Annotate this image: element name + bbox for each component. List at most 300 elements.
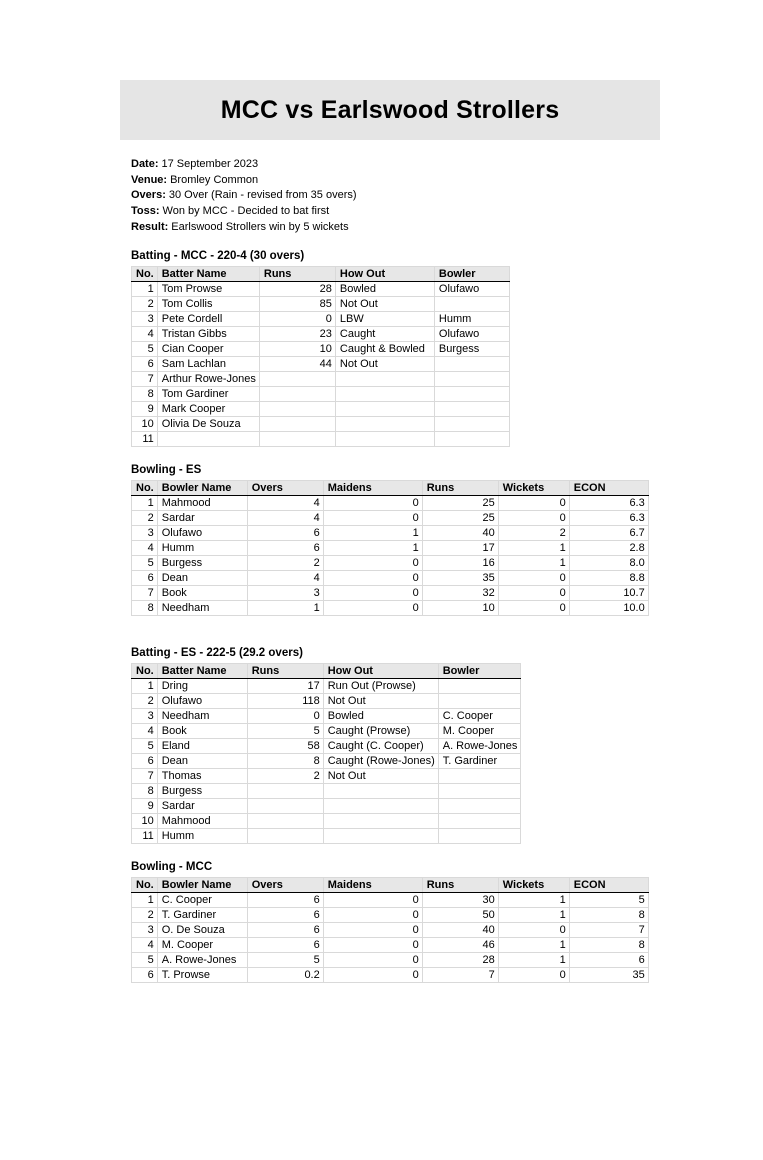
cell: 1 (498, 952, 569, 967)
cell: 23 (259, 326, 335, 341)
cell: 85 (259, 296, 335, 311)
cell: 1 (498, 907, 569, 922)
cell: 6 (247, 540, 323, 555)
table-row (132, 783, 521, 798)
cell: 0 (498, 495, 569, 510)
cell: 3 (247, 585, 323, 600)
cell: Mark Cooper (157, 401, 259, 416)
cell (438, 828, 521, 843)
cell: 0 (498, 600, 569, 615)
cell: Not Out (335, 296, 434, 311)
meta-venue (131, 173, 763, 189)
cell: 10 (132, 416, 158, 431)
table-row (132, 281, 510, 296)
cell: 6.3 (569, 510, 648, 525)
cell: 3 (132, 708, 158, 723)
cell: 0 (498, 585, 569, 600)
cell: Thomas (157, 768, 247, 783)
column-header-runs: Runs (247, 663, 323, 678)
cell: 3 (132, 922, 158, 937)
cell: 5 (132, 341, 158, 356)
cell: 0 (323, 510, 422, 525)
cell: 40 (422, 922, 498, 937)
cell: 1 (132, 678, 158, 693)
cell: 10 (132, 813, 158, 828)
cell: 8 (132, 783, 158, 798)
cell: 4 (247, 510, 323, 525)
bowling-mcc-table (131, 877, 649, 983)
cell (438, 813, 521, 828)
cell (335, 401, 434, 416)
cell: Caught (335, 326, 434, 341)
meta-venue-value: Bromley Common (170, 173, 259, 186)
cell: 8 (132, 386, 158, 401)
cell: 17 (422, 540, 498, 555)
table-row (132, 341, 510, 356)
bowling-es-section (131, 464, 763, 616)
table-row (132, 585, 649, 600)
cell: 1 (247, 600, 323, 615)
cell: 28 (259, 281, 335, 296)
cell: Bowled (323, 708, 438, 723)
cell: Caught (C. Cooper) (323, 738, 438, 753)
cell: Burgess (157, 555, 247, 570)
cell: 10.0 (569, 600, 648, 615)
cell: Olufawo (434, 326, 509, 341)
cell: 5 (247, 723, 323, 738)
cell: 0 (323, 585, 422, 600)
cell: 8 (132, 600, 158, 615)
cell (247, 783, 323, 798)
cell: Run Out (Prowse) (323, 678, 438, 693)
cell: C. Cooper (157, 892, 247, 907)
cell: 5 (132, 952, 158, 967)
cell: 6.3 (569, 495, 648, 510)
batting-es-table (131, 663, 521, 844)
cell: 8.0 (569, 555, 648, 570)
table-header-row (132, 663, 521, 678)
cell: 6 (247, 907, 323, 922)
cell: Caught (Rowe-Jones) (323, 753, 438, 768)
cell: 7 (132, 371, 158, 386)
table-row (132, 525, 649, 540)
cell: 16 (422, 555, 498, 570)
meta-date (131, 157, 763, 173)
column-header-wickets: Wickets (498, 877, 569, 892)
cell (323, 798, 438, 813)
cell: Needham (157, 600, 247, 615)
cell: 0.2 (247, 967, 323, 982)
cell: 118 (247, 693, 323, 708)
table-row (132, 922, 649, 937)
cell: Tom Gardiner (157, 386, 259, 401)
cell: T. Gardiner (438, 753, 521, 768)
table-row (132, 907, 649, 922)
column-header-no: No. (132, 266, 158, 281)
cell: 6 (247, 937, 323, 952)
table-row (132, 510, 649, 525)
cell: 46 (422, 937, 498, 952)
cell: Olufawo (434, 281, 509, 296)
cell: 1 (323, 525, 422, 540)
cell: Olufawo (157, 525, 247, 540)
meta-venue-label: Venue: (131, 173, 168, 186)
batting-mcc-section (131, 250, 763, 447)
cell (323, 783, 438, 798)
table-header-row (132, 480, 649, 495)
column-header-econ: ECON (569, 877, 648, 892)
cell: 11 (132, 828, 158, 843)
cell: Humm (157, 828, 247, 843)
cell (438, 693, 521, 708)
cell: 8 (247, 753, 323, 768)
cell: 17 (247, 678, 323, 693)
table-row (132, 401, 510, 416)
meta-toss-label: Toss: (131, 205, 160, 218)
table-row (132, 828, 521, 843)
column-header-overs: Overs (247, 877, 323, 892)
cell: Tristan Gibbs (157, 326, 259, 341)
cell: A. Rowe-Jones (157, 952, 247, 967)
cell: 0 (323, 495, 422, 510)
bowling-es-heading: Bowling - ES (131, 463, 202, 476)
column-header-runs: Runs (422, 877, 498, 892)
cell: 10 (259, 341, 335, 356)
cell: Tom Prowse (157, 281, 259, 296)
table-row (132, 738, 521, 753)
meta-result-label: Result: (131, 220, 169, 233)
cell: 50 (422, 907, 498, 922)
cell: 0 (498, 570, 569, 585)
cell (157, 431, 259, 446)
cell: Mahmood (157, 813, 247, 828)
cell (438, 768, 521, 783)
cell: Dring (157, 678, 247, 693)
cell: Mahmood (157, 495, 247, 510)
table-row (132, 708, 521, 723)
cell: 0 (323, 600, 422, 615)
cell: 2 (132, 693, 158, 708)
batting-es-section (131, 647, 763, 844)
cell: 32 (422, 585, 498, 600)
cell: 8 (569, 907, 648, 922)
cell: 25 (422, 495, 498, 510)
meta-date-label: Date: (131, 158, 159, 170)
column-header-bowler: Bowler (434, 266, 509, 281)
cell: 1 (132, 495, 158, 510)
cell (335, 416, 434, 431)
cell: 9 (132, 798, 158, 813)
cell (434, 371, 509, 386)
cell: 1 (323, 540, 422, 555)
column-header-econ: ECON (569, 480, 648, 495)
column-header-wickets: Wickets (498, 480, 569, 495)
title-band (120, 80, 660, 140)
cell (434, 386, 509, 401)
cell: Cian Cooper (157, 341, 259, 356)
cell: 0 (323, 570, 422, 585)
cell: Burgess (157, 783, 247, 798)
cell (323, 813, 438, 828)
column-header-maidens: Maidens (323, 877, 422, 892)
cell: C. Cooper (438, 708, 521, 723)
bowling-mcc-section (131, 861, 763, 983)
table-row (132, 540, 649, 555)
cell: Tom Collis (157, 296, 259, 311)
cell (259, 431, 335, 446)
cell: 28 (422, 952, 498, 967)
column-header-no: No. (132, 663, 158, 678)
cell: 2 (132, 296, 158, 311)
cell: 1 (132, 892, 158, 907)
cell: 4 (132, 723, 158, 738)
cell: 2 (498, 525, 569, 540)
cell: 2 (132, 510, 158, 525)
table-header-row (132, 877, 649, 892)
meta-overs (131, 188, 763, 204)
cell: Caught & Bowled (335, 341, 434, 356)
cell: 30 (422, 892, 498, 907)
cell: 5 (569, 892, 648, 907)
meta-toss (131, 204, 763, 220)
cell (247, 798, 323, 813)
meta-result (131, 220, 763, 236)
cell: 4 (132, 326, 158, 341)
cell: 0 (323, 967, 422, 982)
table-row (132, 693, 521, 708)
cell (434, 416, 509, 431)
cell: 6 (132, 753, 158, 768)
cell (434, 401, 509, 416)
cell: 2 (132, 907, 158, 922)
cell: Sardar (157, 798, 247, 813)
cell: 4 (132, 540, 158, 555)
cell: Dean (157, 570, 247, 585)
cell: 35 (569, 967, 648, 982)
column-header-overs: Overs (247, 480, 323, 495)
cell: Caught (Prowse) (323, 723, 438, 738)
cell (335, 371, 434, 386)
cell (247, 828, 323, 843)
cell: Not Out (323, 768, 438, 783)
cell: 4 (132, 937, 158, 952)
table-row (132, 386, 510, 401)
table-row (132, 555, 649, 570)
cell: Burgess (434, 341, 509, 356)
table-row (132, 753, 521, 768)
column-header-how-out: How Out (335, 266, 434, 281)
table-row (132, 892, 649, 907)
column-header-maidens: Maidens (323, 480, 422, 495)
cell (323, 828, 438, 843)
meta-result-value: Earlswood Strollers win by 5 wickets (171, 220, 349, 233)
cell (247, 813, 323, 828)
column-header-no: No. (132, 877, 158, 892)
table-row (132, 311, 510, 326)
cell: 40 (422, 525, 498, 540)
column-header-bowler-name: Bowler Name (157, 877, 247, 892)
cell: 2.8 (569, 540, 648, 555)
cell: Not Out (335, 356, 434, 371)
cell (335, 386, 434, 401)
cell: 6 (247, 892, 323, 907)
cell: 0 (323, 907, 422, 922)
column-header-runs: Runs (422, 480, 498, 495)
table-row (132, 723, 521, 738)
cell (259, 416, 335, 431)
cell: O. De Souza (157, 922, 247, 937)
cell: M. Cooper (438, 723, 521, 738)
cell: 1 (498, 555, 569, 570)
cell (434, 356, 509, 371)
cell (434, 296, 509, 311)
cell: 6 (132, 967, 158, 982)
cell: Book (157, 585, 247, 600)
cell: 10 (422, 600, 498, 615)
cell: 5 (132, 738, 158, 753)
cell (259, 401, 335, 416)
table-row (132, 798, 521, 813)
table-row (132, 952, 649, 967)
column-header-bowler-name: Bowler Name (157, 480, 247, 495)
cell: Pete Cordell (157, 311, 259, 326)
match-meta (131, 157, 763, 236)
cell: 0 (247, 708, 323, 723)
cell: 4 (247, 495, 323, 510)
cell: Eland (157, 738, 247, 753)
cell: Bowled (335, 281, 434, 296)
column-header-batter-name: Batter Name (157, 663, 247, 678)
cell: 2 (247, 768, 323, 783)
cell: Not Out (323, 693, 438, 708)
table-row (132, 937, 649, 952)
table-row (132, 416, 510, 431)
cell: Dean (157, 753, 247, 768)
table-row (132, 600, 649, 615)
batting-es-heading: Batting - ES - 222-5 (29.2 overs) (131, 646, 303, 659)
cell: 0 (498, 510, 569, 525)
cell (438, 678, 521, 693)
column-header-batter-name: Batter Name (157, 266, 259, 281)
cell (438, 783, 521, 798)
column-header-runs: Runs (259, 266, 335, 281)
cell: A. Rowe-Jones (438, 738, 521, 753)
cell: Sam Lachlan (157, 356, 259, 371)
cell: 0 (323, 892, 422, 907)
table-row (132, 678, 521, 693)
table-row (132, 326, 510, 341)
cell: 7 (569, 922, 648, 937)
cell: T. Gardiner (157, 907, 247, 922)
table-row (132, 431, 510, 446)
page-title: MCC vs Earlswood Strollers (220, 95, 560, 124)
cell: Needham (157, 708, 247, 723)
cell (259, 371, 335, 386)
meta-overs-label: Overs: (131, 189, 166, 202)
cell: 0 (498, 922, 569, 937)
cell: 6 (132, 570, 158, 585)
table-row (132, 967, 649, 982)
cell: 8.8 (569, 570, 648, 585)
batting-mcc-table (131, 266, 510, 447)
cell: M. Cooper (157, 937, 247, 952)
cell: 0 (259, 311, 335, 326)
cell: 0 (323, 922, 422, 937)
cell: 0 (498, 967, 569, 982)
cell (335, 431, 434, 446)
bowling-es-table (131, 480, 649, 616)
cell: Arthur Rowe-Jones (157, 371, 259, 386)
cell: 6 (132, 356, 158, 371)
cell: 11 (132, 431, 158, 446)
cell: 5 (247, 952, 323, 967)
batting-mcc-heading: Batting - MCC - 220-4 (30 overs) (131, 249, 305, 262)
cell: 1 (498, 540, 569, 555)
column-header-no: No. (132, 480, 158, 495)
cell: 3 (132, 311, 158, 326)
cell: 2 (247, 555, 323, 570)
cell: 3 (132, 525, 158, 540)
cell: Book (157, 723, 247, 738)
cell: 9 (132, 401, 158, 416)
cell: LBW (335, 311, 434, 326)
cell: 5 (132, 555, 158, 570)
column-header-bowler: Bowler (438, 663, 521, 678)
table-row (132, 356, 510, 371)
meta-overs-value: 30 Over (Rain - revised from 35 overs) (168, 189, 357, 202)
cell: Humm (434, 311, 509, 326)
table-row (132, 768, 521, 783)
cell: 7 (422, 967, 498, 982)
table-row (132, 570, 649, 585)
cell: 4 (247, 570, 323, 585)
cell: Olufawo (157, 693, 247, 708)
cell: Sardar (157, 510, 247, 525)
cell (259, 386, 335, 401)
column-header-how-out: How Out (323, 663, 438, 678)
cell: 0 (323, 937, 422, 952)
table-row (132, 813, 521, 828)
cell (438, 798, 521, 813)
cell: 44 (259, 356, 335, 371)
table-row (132, 495, 649, 510)
cell: 6.7 (569, 525, 648, 540)
cell: 6 (247, 922, 323, 937)
cell: 0 (323, 555, 422, 570)
meta-date-value: 17 September 2023 (161, 158, 259, 170)
cell: 1 (132, 281, 158, 296)
cell: 6 (569, 952, 648, 967)
cell: 7 (132, 768, 158, 783)
cell: 35 (422, 570, 498, 585)
cell: 1 (498, 937, 569, 952)
cell: 6 (247, 525, 323, 540)
cell: 0 (323, 952, 422, 967)
cell: 58 (247, 738, 323, 753)
table-row (132, 371, 510, 386)
cell: 10.7 (569, 585, 648, 600)
cell: 1 (498, 892, 569, 907)
table-header-row (132, 266, 510, 281)
cell: 7 (132, 585, 158, 600)
cell: Humm (157, 540, 247, 555)
table-row (132, 296, 510, 311)
bowling-mcc-heading: Bowling - MCC (131, 860, 213, 873)
scorecard-page (0, 80, 763, 1160)
cell (434, 431, 509, 446)
cell: 8 (569, 937, 648, 952)
meta-toss-value: Won by MCC - Decided to bat first (162, 205, 330, 218)
